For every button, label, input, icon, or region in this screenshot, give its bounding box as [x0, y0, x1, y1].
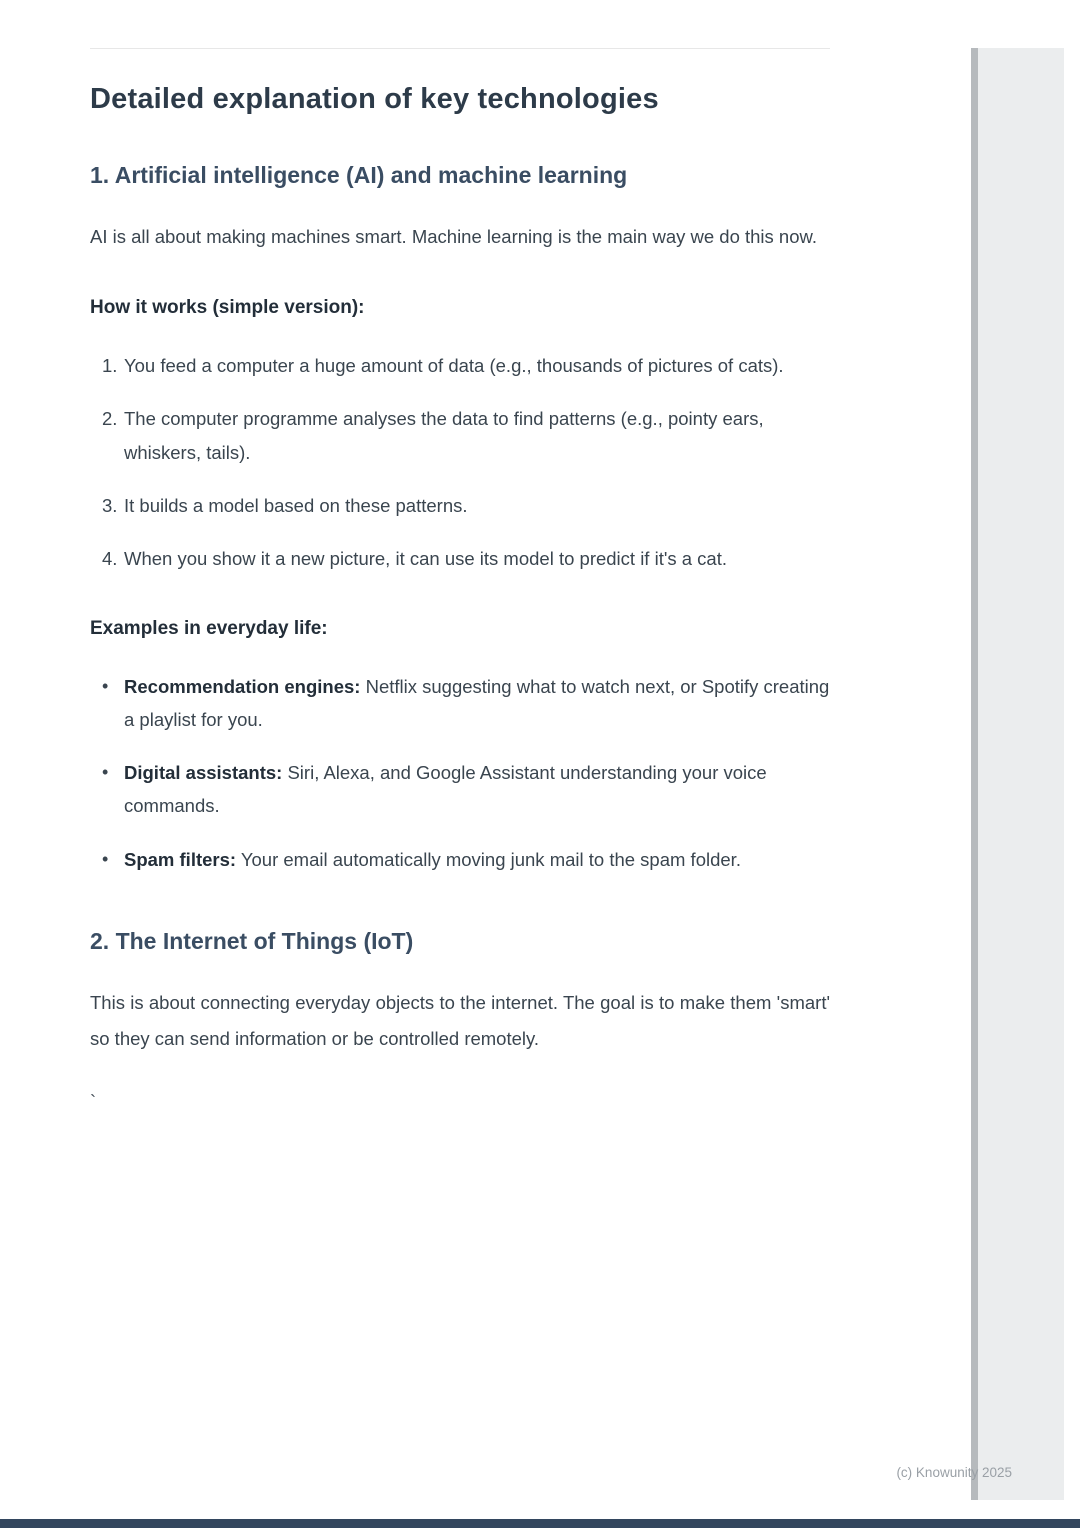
- stray-character: `: [90, 1091, 97, 1113]
- example-text: Netflix suggesting what to watch next, or Spotify creating a playlist for you.: [124, 675, 830, 730]
- scrollbar[interactable]: [971, 48, 978, 1500]
- list-item: [102, 843, 830, 876]
- copyright-credit: (c) Knowunity 2025: [896, 1465, 1012, 1480]
- list-item-text: [124, 756, 830, 823]
- how-it-works-list: [102, 349, 830, 575]
- page-margin-area: [978, 48, 1064, 1500]
- iot-intro-paragraph: This is about connecting everyday objects to the internet. The goal is to make them 'smart' so they can send information or be controlled remotely.: [90, 992, 830, 1050]
- example-label: Digital assistants:: [124, 762, 283, 784]
- list-item: [102, 542, 830, 575]
- bullet-icon: •: [102, 762, 109, 783]
- list-item-text: When you show it a new picture, it can use its model to predict if it's a cat.: [124, 548, 728, 570]
- list-number: 4.: [102, 548, 118, 570]
- next-page-edge: [0, 1519, 1080, 1528]
- top-divider: [90, 48, 830, 49]
- ai-intro-paragraph: AI is all about making machines smart. Machine learning is the main way we do this now.: [90, 226, 817, 247]
- how-it-works-heading: How it works (simple version):: [90, 297, 365, 319]
- page-title: Detailed explanation of key technologies: [90, 83, 659, 115]
- list-item-text: You feed a computer a huge amount of data (e.g., thousands of pictures of cats).: [124, 355, 784, 377]
- list-item: [102, 402, 830, 469]
- list-item-text: [124, 843, 830, 876]
- examples-heading: Examples in everyday life:: [90, 617, 328, 639]
- list-item: [102, 349, 830, 382]
- example-text: Your email automatically moving junk mail to the spam folder.: [236, 848, 741, 870]
- example-label: Spam filters:: [124, 848, 237, 870]
- list-item-text: It builds a model based on these patterns.: [124, 494, 468, 516]
- list-item: [102, 489, 830, 522]
- list-number: 1.: [102, 355, 118, 377]
- example-text: Siri, Alexa, and Google Assistant understanding your voice commands.: [124, 762, 767, 817]
- section-heading-iot: 2. The Internet of Things (IoT): [90, 928, 414, 955]
- document-content: [90, 48, 830, 1113]
- examples-list: [102, 670, 830, 876]
- section-heading-ai: 1. Artificial intelligence (AI) and machine learning: [90, 162, 628, 188]
- bullet-icon: •: [102, 675, 109, 696]
- list-item-text: The computer programme analyses the data to find patterns (e.g., pointy ears, whiskers, tails).: [124, 408, 764, 463]
- list-number: 2.: [102, 408, 118, 430]
- bullet-icon: •: [102, 848, 109, 869]
- list-number: 3.: [102, 494, 118, 516]
- example-label: Recommendation engines:: [124, 675, 361, 697]
- list-item-text: [124, 670, 830, 737]
- list-item: [102, 670, 830, 737]
- list-item: [102, 756, 830, 823]
